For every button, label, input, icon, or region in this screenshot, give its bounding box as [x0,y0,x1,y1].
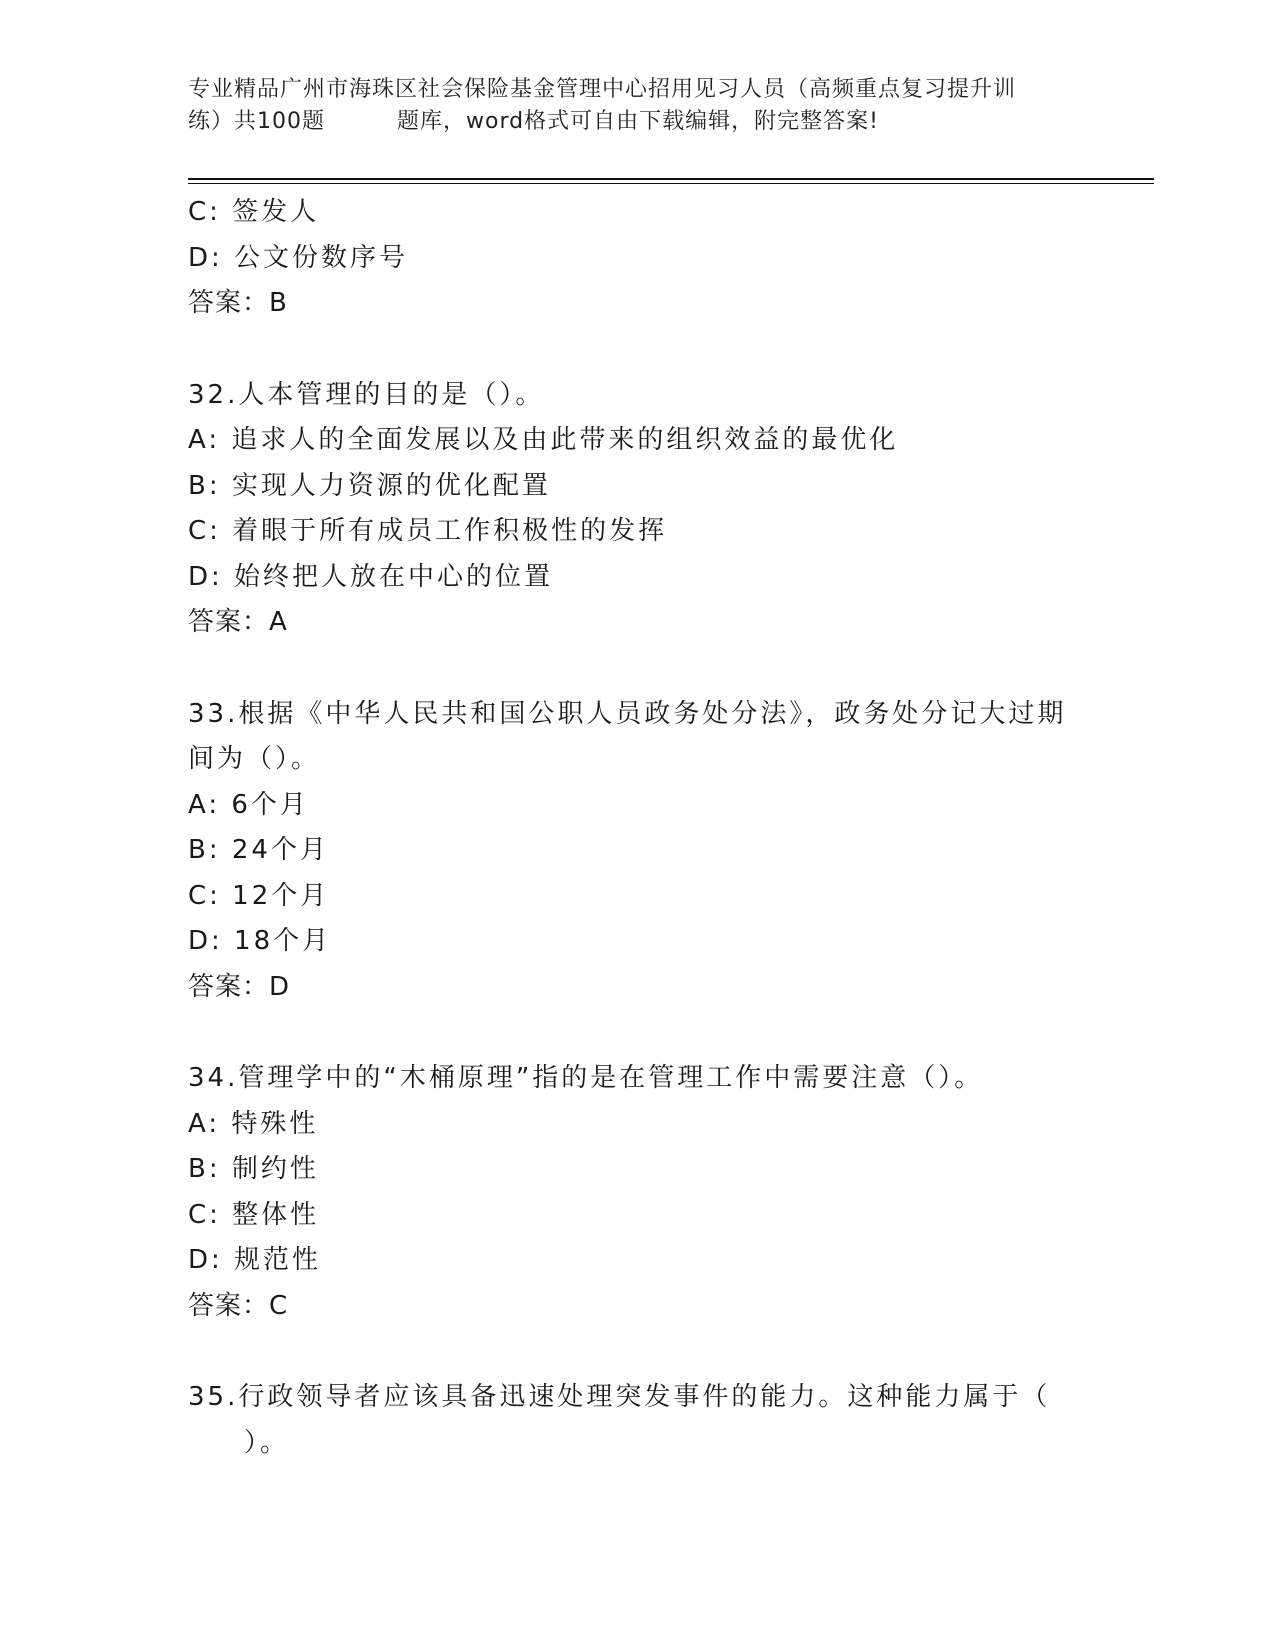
question-35 [188,1375,1088,1466]
answer-text: 答案：C [188,1290,289,1321]
question-stem: 33.根据《中华人民共和国公职人员政务处分法》，政务处分记大过期 [188,698,1067,729]
page-header [188,74,1088,138]
option-c: C: 整体性 [188,1199,320,1230]
header-count: 练）共100题 [188,109,325,134]
question-32 [188,373,1088,646]
option-d: D: 规范性 [188,1245,322,1275]
question-stem: 34.管理学中的“木桶原理”指的是在管理工作中需要注意（）。 [188,1063,984,1093]
option-a: A: 特殊性 [188,1108,319,1139]
question-stem: 35.行政领导者应该具备迅速处理突发事件的能力。这种能力属于（ [188,1382,1051,1412]
question-33 [188,692,1088,1011]
answer-text: 答案：A [188,607,288,637]
option-b: B: 制约性 [188,1154,319,1184]
option-c: C: 12个月 [188,880,330,911]
option-d: D: 18个月 [188,926,332,956]
question-stem-continued: 间为（）。 [188,744,321,774]
option-b: B: 24个月 [188,835,329,865]
option-d: D: 公文份数序号 [188,242,409,273]
answer-text: 答案：B [188,288,288,318]
question-31-tail [188,190,1088,327]
question-list [188,190,1088,1466]
option-a: A: 6个月 [188,789,309,820]
answer-text: 答案：D [188,971,291,1002]
question-stem: 32.人本管理的目的是（）。 [188,379,545,410]
option-c: C: 着眼于所有成员工作积极性的发挥 [188,516,668,546]
header-title-line2 [188,106,1088,138]
header-divider-thick [188,178,1154,180]
option-b: B: 实现人力资源的优化配置 [188,470,551,501]
question-stem-continued: ）。 [244,1427,290,1458]
header-title-line1: 专业精品广州市海珠区社会保险基金管理中心招用见习人员（高频重点复习提升训 [188,77,1017,102]
option-d: D: 始终把人放在中心的位置 [188,561,554,592]
header-description: 题库，word格式可自由下载编辑，附完整答案! [397,109,879,134]
option-a: A: 追求人的全面发展以及由此带来的组织效益的最优化 [188,425,899,455]
question-34 [188,1056,1088,1329]
option-c: C: 签发人 [188,197,320,227]
header-divider-thin [188,183,1154,184]
